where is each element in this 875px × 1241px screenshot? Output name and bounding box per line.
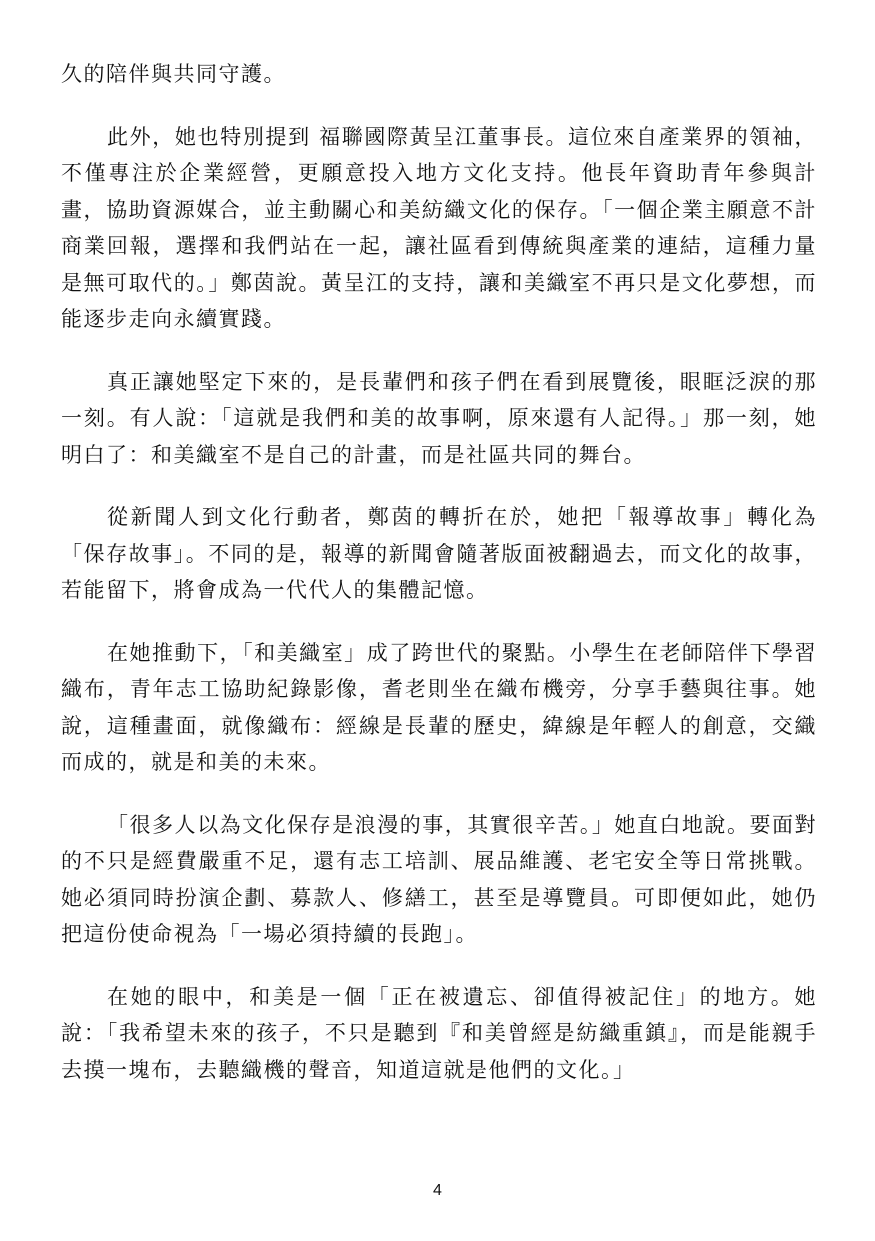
paragraph-journalist-turn: 從新聞人到文化行動者，鄭茵的轉折在於，她把「報導故事」轉化為「保存故事」。不同的是，報導的新聞會隨著版面被翻過去，而文化的故事，若能留下，將會成為一代代人的集體記憶。 (61, 505, 817, 602)
body-text (61, 56, 817, 1114)
paragraph-continued: 久的陪伴與共同守護。 (61, 62, 286, 86)
paragraph-challenges: 「很多人以為文化保存是浪漫的事，其實很辛苦。」她直白地說。要面對的不只是經費嚴重不足，還有志工培訓、展品維護、老宅安全等日常挑戰。她必須同時扮演企劃、募款人、修繕工，甚至是導覽員。可即便如此，她仍把這份使命視為「一場必須持續的長跑」。 (61, 812, 817, 946)
paragraph-exhibition-moment: 真正讓她堅定下來的，是長輩們和孩子們在看到展覽後，眼眶泛淚的那一刻。有人說：「這就是我們和美的故事啊，原來還有人記得。」那一刻，她明白了：和美織室不是自己的計畫，而是社區共同的舞台。 (61, 369, 817, 467)
paragraph-huang-chengjiang: 此外，她也特別提到 福聯國際黃呈江董事長。這位來自產業界的領袖，不僅專注於企業經營，更願意投入地方文化支持。他長年資助青年參與計畫，協助資源媒合，並主動關心和美紡織文化的保存。「一個企業主願意不計商業回報，選擇和我們站在一起，讓社區看到傳統與產業的連結，這種力量是無可取代的。」鄭茵說。黃呈江的支持，讓和美織室不再只是文化夢想，而能逐步走向永續實踐。 (61, 124, 817, 331)
paragraph-cross-generation: 在她推動下，「和美織室」成了跨世代的聚點。小學生在老師陪伴下學習織布，青年志工協助紀錄影像，耆老則坐在織布機旁，分享手藝與往事。她說，這種畫面，就像織布：經線是長輩的歷史，緯線是年輕人的創意，交織而成的，就是和美的未來。 (61, 640, 817, 774)
paragraph-future-hope: 在她的眼中，和美是一個「正在被遺忘、卻值得被記住」的地方。她說：「我希望未來的孩子，不只是聽到『和美曾經是紡織重鎮』，而是能親手去摸一塊布，去聽織機的聲音，知道這就是他們的文化。」 (61, 984, 817, 1082)
page-number: 4 (433, 1182, 442, 1199)
